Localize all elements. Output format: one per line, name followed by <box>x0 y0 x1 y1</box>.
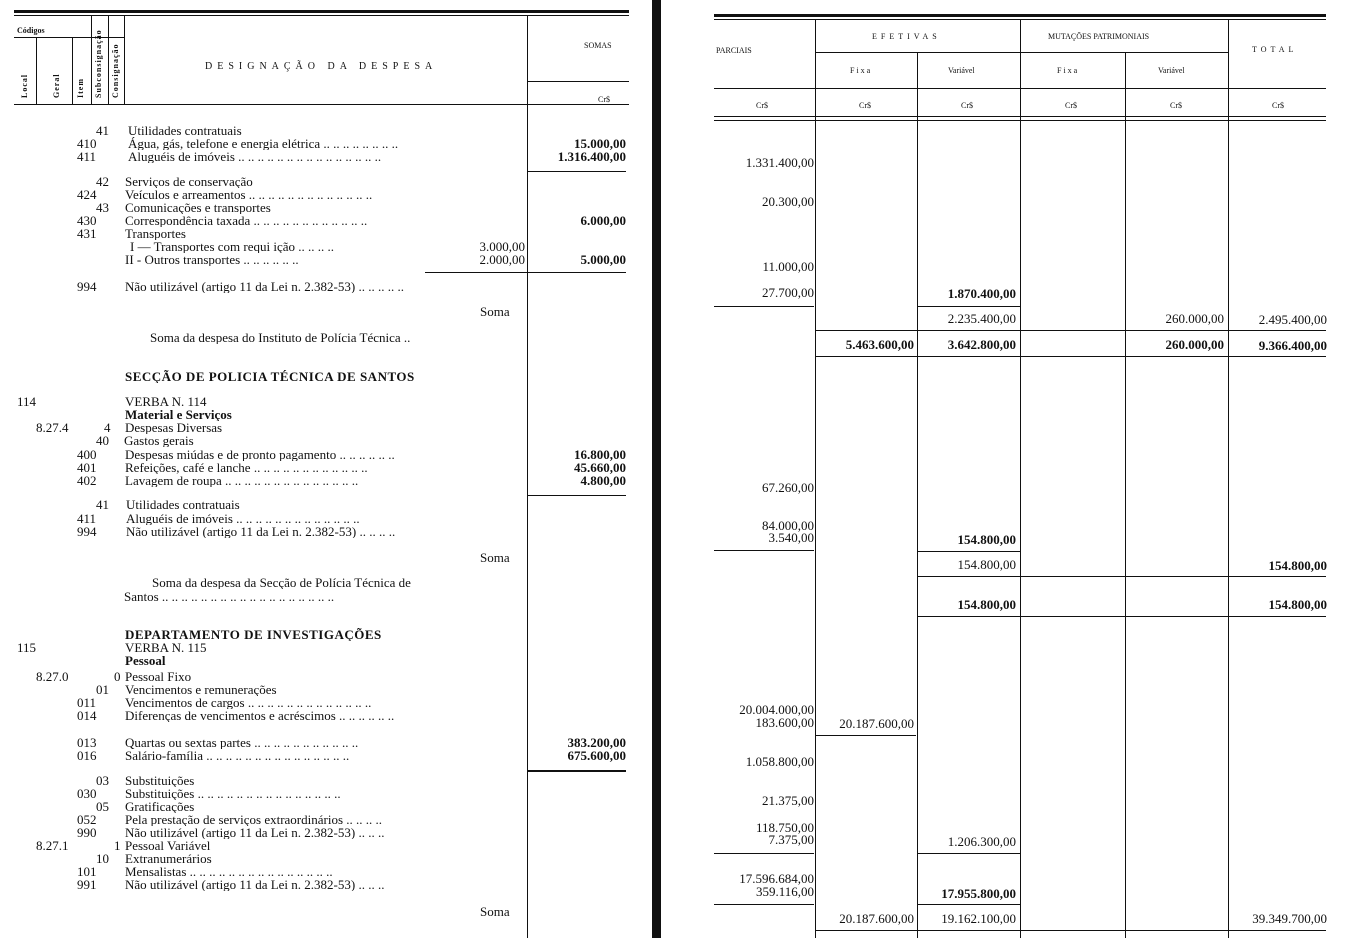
sum-rule <box>425 272 527 273</box>
header-currency: Cr$ <box>1272 101 1284 110</box>
parcial-value: 17.596.684,00 <box>739 871 814 886</box>
header-currency: Cr$ <box>1170 101 1182 110</box>
parcial-value: 359.116,00 <box>755 884 814 899</box>
row-code: 41 <box>96 123 109 138</box>
row-designacao: II - Outros transportes .. .. .. .. .. .. <box>125 253 299 266</box>
parcial-value: 84.000,00 <box>762 518 814 533</box>
header-geral: Geral <box>52 73 61 98</box>
row-code: 115 <box>17 640 37 655</box>
row-code: 990 <box>77 825 97 840</box>
row-designacao: Transportes <box>125 227 186 240</box>
row-designacao: Utilidades contratuais <box>126 498 240 511</box>
row-soma: 16.800,00 <box>574 447 626 462</box>
row-code: 8.27.0 <box>36 669 69 684</box>
row-designacao: Pessoal <box>125 654 166 667</box>
row-designacao: Não utilizável (artigo 11 da Lei n. 2.382-53) .. .. .. .. <box>126 525 396 538</box>
header-rule <box>14 104 629 105</box>
header-currency: Cr$ <box>598 95 610 104</box>
row-subvalue: 3.000,00 <box>479 239 525 254</box>
row-designacao: Substituições .. .. .. .. .. .. .. .. .. .. .. .. .. .. .. <box>125 787 341 800</box>
fixa-value: 20.187.600,00 <box>839 911 914 926</box>
row-designacao: Não utilizável (artigo 11 da Lei n. 2.382-53) .. .. .. <box>125 826 385 839</box>
sum-rule <box>918 616 1326 617</box>
col-sep <box>815 20 816 938</box>
header-efetivas: EFETIVAS <box>872 32 941 41</box>
row-designacao: Utilidades contratuais <box>128 124 242 137</box>
sum-rule <box>918 551 1020 552</box>
parcial-value: 1.058.800,00 <box>745 754 814 769</box>
row-code: 01 <box>96 682 109 697</box>
top-rule-thin <box>14 15 629 16</box>
top-rule <box>14 10 629 13</box>
parcial-value: 1.331.400,00 <box>745 155 814 170</box>
row-code: 011 <box>77 695 97 710</box>
row-code: 991 <box>77 877 97 892</box>
row-code: 402 <box>77 473 97 488</box>
variavel-value: 17.955.800,00 <box>941 886 1016 901</box>
parcial-value: 20.004.000,00 <box>739 702 814 717</box>
total-value: 39.349.700,00 <box>1252 911 1327 926</box>
variavel-value: 19.162.100,00 <box>941 911 1016 926</box>
row-designacao: Água, gás, telefone e energia elétrica .. .. .. .. .. .. .. .. <box>128 137 399 150</box>
total-value: 154.800,00 <box>1268 558 1327 573</box>
row-code: 8.27.1 <box>36 838 69 853</box>
col-sep <box>91 16 92 104</box>
row-code-item: 0 <box>114 669 121 684</box>
sum-rule <box>714 306 814 307</box>
row-code-item: 1 <box>114 838 121 853</box>
col-sep <box>72 37 73 104</box>
row-code: 401 <box>77 460 97 475</box>
sum-rule <box>714 853 814 854</box>
row-designacao: Despesas miúdas e de pronto pagamento .. .. .. .. .. .. <box>125 448 395 461</box>
header-parciais: PARCIAIS <box>716 46 752 55</box>
row-code: 40 <box>96 433 109 448</box>
row-code: 03 <box>96 773 109 788</box>
mutacao-variavel-value: 260.000,00 <box>1165 311 1224 326</box>
row-designacao: Vencimentos e remunerações <box>125 683 277 696</box>
variavel-value: 154.800,00 <box>957 532 1016 547</box>
row-code-item: 4 <box>104 420 111 435</box>
row-code: 994 <box>77 279 97 294</box>
row-soma: 5.000,00 <box>580 252 626 267</box>
sum-rule <box>816 735 916 736</box>
row-soma: 45.660,00 <box>574 460 626 475</box>
sum-rule <box>918 853 1020 854</box>
row-designacao: Salário-família .. .. .. .. .. .. .. .. .. .. .. .. .. .. .. <box>125 749 350 762</box>
row-soma: 1.316.400,00 <box>557 149 626 164</box>
row-code: 10 <box>96 851 109 866</box>
row-designacao: Aluguéis de imóveis .. .. .. .. .. .. .. .. .. .. .. .. .. <box>126 512 360 525</box>
sum-rule <box>714 904 814 905</box>
parcial-value: 20.300,00 <box>762 194 814 209</box>
header-currency: Cr$ <box>1065 101 1077 110</box>
sum-rule <box>816 930 1326 931</box>
row-designacao: Veículos e arreamentos .. .. .. .. .. .. .. .. .. .. .. .. .. <box>125 188 373 201</box>
top-rule <box>714 14 1326 17</box>
variavel-value: 1.870.400,00 <box>947 286 1016 301</box>
header-variavel-mut: Variável <box>1158 66 1185 75</box>
header-currency: Cr$ <box>859 101 871 110</box>
row-soma: 6.000,00 <box>580 213 626 228</box>
row-code: 114 <box>17 394 37 409</box>
col-sep <box>124 16 125 104</box>
col-sep <box>108 16 109 104</box>
row-code: 05 <box>96 799 109 814</box>
header-consignacao: Consignação <box>111 43 120 98</box>
sum-rule <box>528 272 626 273</box>
row-soma: 675.600,00 <box>567 748 626 763</box>
row-designacao: Pela prestação de serviços extraordinários .. .. .. .. <box>125 813 383 826</box>
row-designacao: Mensalistas .. .. .. .. .. .. .. .. .. .. .. .. .. .. .. <box>125 865 333 878</box>
total-value: 154.800,00 <box>1268 597 1327 612</box>
row-designacao: Correspondência taxada .. .. .. .. .. .. .. .. .. .. .. .. <box>125 214 368 227</box>
sum-rule <box>528 171 626 172</box>
row-designacao: Comunicações e transportes <box>125 201 271 214</box>
col-sep <box>917 52 918 938</box>
header-fixa: Fixa <box>850 66 873 75</box>
row-code: 431 <box>77 226 97 241</box>
row-soma: 15.000,00 <box>574 136 626 151</box>
col-sep <box>1228 20 1229 938</box>
row-code: 052 <box>77 812 97 827</box>
sum-rule <box>816 356 1326 357</box>
row-designacao: DEPARTAMENTO DE INVESTIGAÇÕES <box>125 628 382 641</box>
row-code: 994 <box>77 524 97 539</box>
row-designacao: Material e Serviços <box>125 408 232 421</box>
row-code: 013 <box>77 735 97 750</box>
sum-rule <box>714 550 814 551</box>
row-designacao: Diferenças de vencimentos e acréscimos .. .. .. .. .. .. <box>125 709 395 722</box>
row-soma: 383.200,00 <box>567 735 626 750</box>
fixa-value: 20.187.600,00 <box>839 716 914 731</box>
row-designacao: Quartas ou sextas partes .. .. .. .. .. .. .. .. .. .. .. <box>125 736 359 749</box>
sum-rule <box>918 306 1020 307</box>
variavel-value: 3.642.800,00 <box>947 337 1016 352</box>
sum-rule <box>918 576 1326 577</box>
header-codigos: Códigos <box>17 26 45 35</box>
row-designacao: Não utilizável (artigo 11 da Lei n. 2.382-53) .. .. .. <box>125 878 385 891</box>
header-currency: Cr$ <box>961 101 973 110</box>
row-designacao: Substituições <box>125 774 195 787</box>
row-designacao: Lavagem de roupa .. .. .. .. .. .. .. .. .. .. .. .. .. .. <box>125 474 359 487</box>
row-designacao: Vencimentos de cargos .. .. .. .. .. .. .. .. .. .. .. .. .. <box>125 696 372 709</box>
header-total: TOTAL <box>1252 45 1298 54</box>
total-value: 9.366.400,00 <box>1258 338 1327 353</box>
row-designacao: Pessoal Fixo <box>125 670 192 683</box>
row-designacao: Soma <box>480 905 510 918</box>
page-spine <box>652 0 661 938</box>
row-designacao: Despesas Diversas <box>125 421 223 434</box>
row-code: 016 <box>77 748 97 763</box>
row-code: 030 <box>77 786 97 801</box>
header-subconsignacao: Subconsignação <box>94 29 103 98</box>
row-designacao: Gratificações <box>125 800 195 813</box>
row-designacao: Soma da despesa da Secção de Polícia Técnica de <box>152 576 411 589</box>
row-designacao: Soma <box>480 305 510 318</box>
header-local: Local <box>20 73 29 98</box>
row-code: 400 <box>77 447 97 462</box>
row-code: 41 <box>96 497 109 512</box>
total-value: 2.495.400,00 <box>1258 312 1327 327</box>
parcial-value: 183.600,00 <box>755 715 814 730</box>
col-sep <box>1125 52 1126 938</box>
header-designacao: DESIGNAÇÃO DA DESPESA <box>205 61 438 72</box>
row-code: 430 <box>77 213 97 228</box>
sum-rule <box>528 495 626 496</box>
row-code: 101 <box>77 864 97 879</box>
row-code: 43 <box>96 200 109 215</box>
row-designacao: VERBA N. 114 <box>125 395 207 408</box>
row-designacao: Aluguéis de imóveis .. .. .. .. .. .. .. .. .. .. .. .. .. .. .. <box>128 150 382 163</box>
header-currency: Cr$ <box>756 101 768 110</box>
header-mutacoes: MUTAÇÕES PATRIMONIAIS <box>1048 32 1150 41</box>
fixa-value: 5.463.600,00 <box>845 337 914 352</box>
header-somas: SOMAS <box>584 41 612 50</box>
variavel-value: 1.206.300,00 <box>947 834 1016 849</box>
row-designacao: Soma <box>480 551 510 564</box>
row-code: 411 <box>77 511 97 526</box>
variavel-value: 2.235.400,00 <box>947 311 1016 326</box>
parcial-value: 3.540,00 <box>768 530 814 545</box>
parcial-value: 7.375,00 <box>768 832 814 847</box>
sum-rule <box>918 904 1020 905</box>
col-sep <box>36 37 37 104</box>
row-designacao: Extranumerários <box>125 852 212 865</box>
parcial-value: 11.000,00 <box>762 259 814 274</box>
row-designacao: Pessoal Variável <box>125 839 211 852</box>
row-designacao: Serviços de conservação <box>125 175 253 188</box>
row-code: 8.27.4 <box>36 420 69 435</box>
row-code: 014 <box>77 708 97 723</box>
parcial-value: 118.750,00 <box>755 820 814 835</box>
row-code: 424 <box>77 187 97 202</box>
header-item: Item <box>76 78 85 98</box>
row-code: 410 <box>77 136 97 151</box>
header-fixa-mut: Fixa <box>1057 66 1080 75</box>
variavel-value: 154.800,00 <box>957 597 1016 612</box>
sum-rule <box>528 770 626 772</box>
row-designacao: I — Transportes com requi ição .. .. .. .. <box>130 240 335 253</box>
parcial-value: 21.375,00 <box>762 793 814 808</box>
row-code: 411 <box>77 149 97 164</box>
sub-header-rule <box>816 52 1228 53</box>
parcial-value: 67.260,00 <box>762 480 814 495</box>
row-designacao: Não utilizável (artigo 11 da Lei n. 2.382-53) .. .. .. .. .. <box>125 280 404 293</box>
sum-rule <box>816 330 1326 331</box>
somas-rule <box>528 81 629 82</box>
row-designacao: VERBA N. 115 <box>125 641 207 654</box>
row-designacao: Refeições, café e lanche .. .. .. .. .. .. .. .. .. .. .. .. <box>125 461 368 474</box>
row-code: 42 <box>96 174 109 189</box>
row-designacao: Gastos gerais <box>124 434 194 447</box>
row-designacao: Soma da despesa do Instituto de Polícia Técnica .. <box>150 331 411 344</box>
row-designacao: SECÇÃO DE POLICIA TÉCNICA DE SANTOS <box>125 370 415 383</box>
col-sep <box>1020 20 1021 938</box>
row-designacao: Santos .. .. .. .. .. .. .. .. .. .. .. .. .. .. .. .. .. .. <box>124 590 335 603</box>
row-subvalue: 2.000,00 <box>479 252 525 267</box>
parcial-value: 27.700,00 <box>762 285 814 300</box>
header-variavel: Variável <box>948 66 975 75</box>
variavel-value: 154.800,00 <box>957 557 1016 572</box>
row-soma: 4.800,00 <box>580 473 626 488</box>
mutacao-variavel-value: 260.000,00 <box>1165 337 1224 352</box>
